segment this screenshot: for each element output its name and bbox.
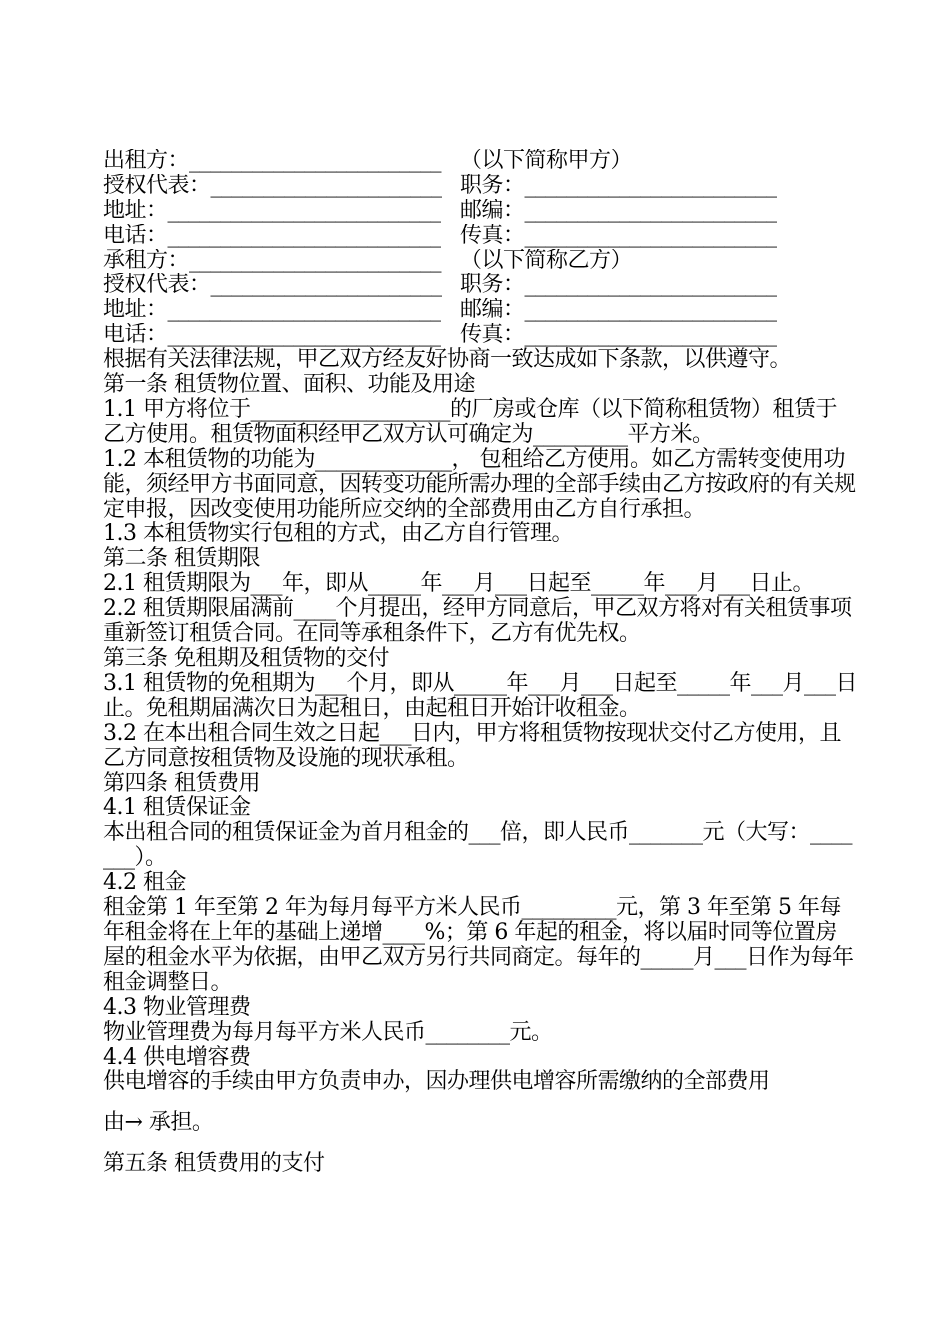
party-info-block	[103, 149, 858, 348]
clause-1-2: 1.2 本租赁物的功能为_____________， 包租给乙方使用。如乙方需转变使用功能，须经甲方书面同意，因转变功能所需办理的全部手续由乙方按政府的有关规定申报，因改变使用功能所应交纳的全部费用由乙方自行承担。	[103, 446, 856, 522]
clause-4-2-title: 4.2 租金	[103, 870, 186, 896]
clause-4-4-title: 4.4 供电增容费	[103, 1044, 251, 1070]
clause-4-2-text: 租金第 1 年至第 2 年为每月每平方米人民币_________元，第 3 年至第 5 年每年租金将在上年的基础上递增____%；第 6 年起的租金，将以届时同等位置房屋的租金水平为依据，由甲乙双方另行共同商定。每年的_____月___日作为每年租金调整日。	[103, 895, 854, 995]
article-4-title: 第四条 租赁费用	[103, 770, 260, 796]
lessee-position-field: 职务：________________________	[460, 273, 777, 298]
lessor-field: 出租方：________________________	[103, 149, 442, 173]
lessee-representative-row	[103, 273, 858, 298]
lessor-position-field: 职务：________________________	[460, 173, 777, 198]
clause-3-1: 3.1 租赁物的免租期为___个月，即从_____年___月___日起至_____年___月___日止。免租期届满次日为起租日，由起租日开始计收租金。	[103, 670, 857, 721]
lessee-note: （以下简称乙方）	[460, 248, 633, 273]
clause-4-3-text: 物业管理费为每月每平方米人民币________元。	[103, 1019, 553, 1045]
intro-paragraph: 根据有关法律法规，甲乙双方经友好协商一致达成如下条款，以供遵守。	[103, 347, 792, 373]
clause-4-4-text: 供电增容的手续由甲方负责申办，因办理供电增容所需缴纳的全部费用	[103, 1069, 770, 1095]
lessor-address-row	[103, 199, 858, 224]
clause-1-1: 1.1 甲方将位于___________________的厂房或仓库（以下简称租赁物）租赁于乙方使用。租赁物面积经甲乙双方认可确定为_________平方米。	[103, 396, 837, 447]
lessee-address-field: 地址：__________________________	[103, 298, 441, 323]
article-2-title: 第二条 租赁期限	[103, 546, 260, 572]
clause-1-3: 1.3 本租赁物实行包租的方式，由乙方自行管理。	[103, 521, 573, 547]
clause-4-3-title: 4.3 物业管理费	[103, 994, 251, 1020]
lessor-phone-row	[103, 224, 858, 249]
clause-4-4-tail: 由→ 承担。	[103, 1110, 214, 1136]
lessor-postcode-field: 邮编：________________________	[460, 198, 777, 223]
lessor-address-field: 地址：__________________________	[103, 198, 441, 223]
lessor-phone-field: 电话：__________________________	[103, 223, 441, 248]
lessee-field: 承租方：________________________	[103, 248, 442, 273]
article-5-title: 第五条 租赁费用的支付	[103, 1151, 325, 1177]
article-1-title: 第一条 租赁物位置、面积、功能及用途	[103, 372, 475, 398]
clause-3-2: 3.2 在本出租合同生效之日起___日内，甲方将租赁物按现状交付乙方使用，且乙方同意按租赁物及设施的现状承租。	[103, 720, 841, 771]
lessee-fax-field: 传真：________________________	[460, 323, 777, 348]
clause-4-1-title: 4.1 租赁保证金	[103, 795, 251, 821]
lessor-fax-field: 传真：________________________	[460, 223, 777, 248]
contract-document	[103, 149, 858, 1177]
lessor-note: （以下简称甲方）	[460, 149, 633, 173]
lessee-row	[103, 249, 858, 274]
lessee-phone-field: 电话：__________________________	[103, 323, 441, 348]
lessor-representative-row	[103, 174, 858, 199]
lessee-representative-field: 授权代表：______________________	[103, 273, 442, 298]
clause-2-1: 2.1 租赁期限为___年，即从_____年___月___日起至_____年___月___日止。	[103, 571, 814, 597]
lessor-representative-field: 授权代表：______________________	[103, 173, 442, 198]
clause-4-1-text: 本出租合同的租赁保证金为首月租金的___倍，即人民币_______元（大写：_______）。	[103, 820, 853, 871]
lessee-address-row	[103, 298, 858, 323]
lessee-phone-row	[103, 323, 858, 348]
lessee-postcode-field: 邮编：________________________	[460, 298, 777, 323]
lessor-row	[103, 149, 858, 174]
clause-2-2: 2.2 租赁期限届满前____个月提出，经甲方同意后，甲乙双方将对有关租赁事项重新签订租赁合同。在同等承租条件下，乙方有优先权。	[103, 596, 852, 647]
article-3-title: 第三条 免租期及租赁物的交付	[103, 646, 389, 671]
